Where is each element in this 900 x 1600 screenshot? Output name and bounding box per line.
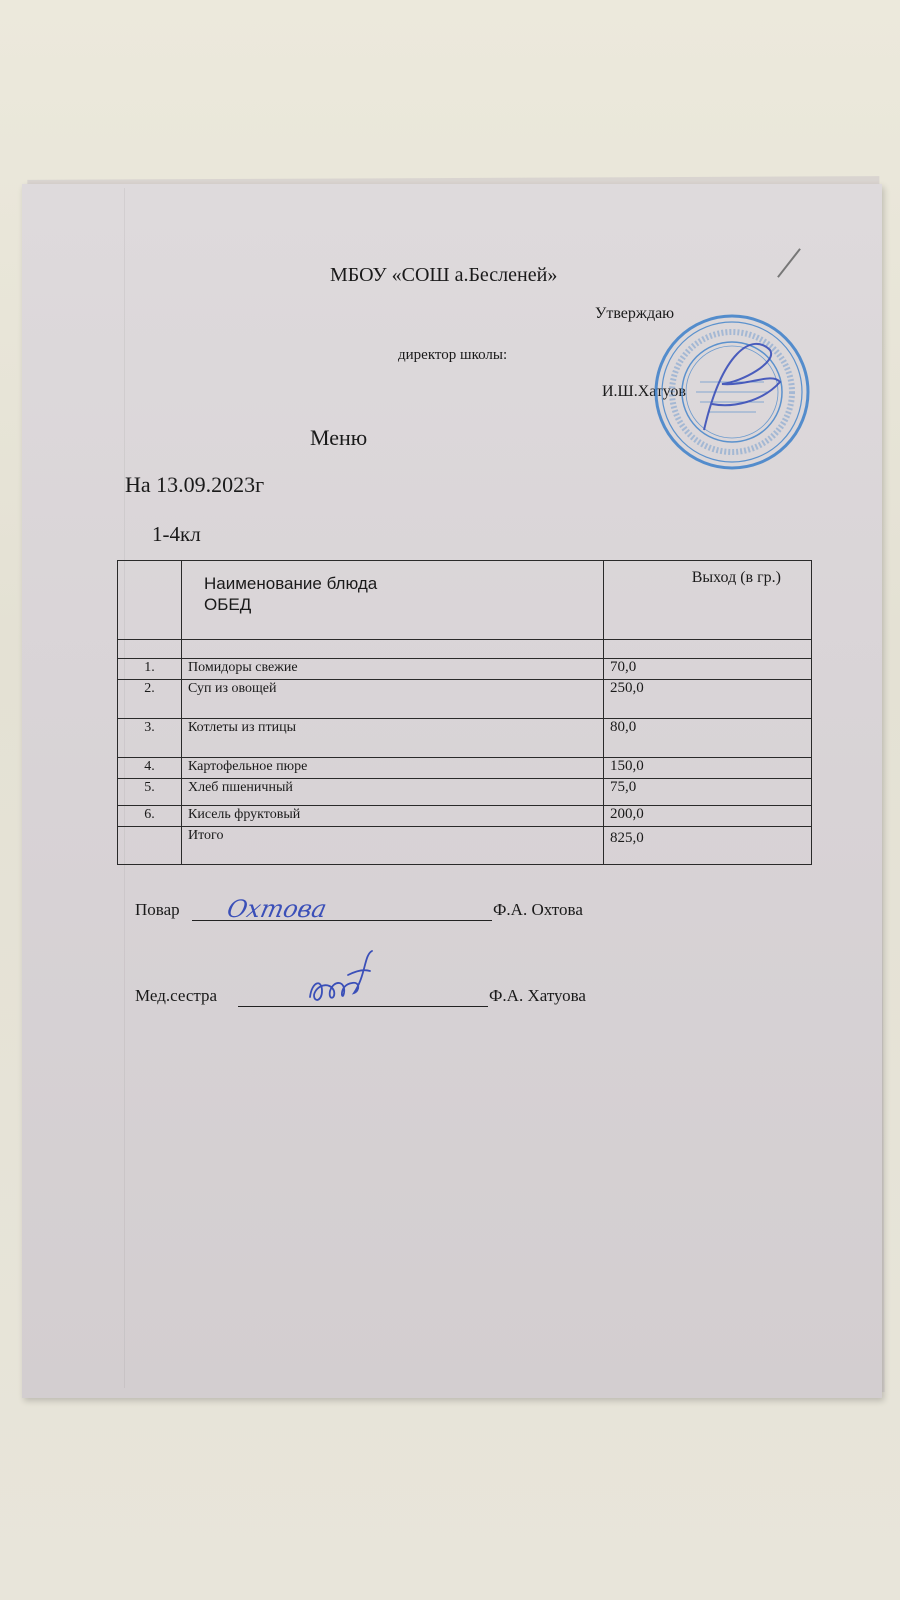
menu-title: Меню bbox=[310, 425, 368, 450]
total-label: Итого bbox=[182, 827, 604, 865]
table-spacer-row bbox=[118, 640, 812, 659]
row-dish: Помидоры свежие bbox=[182, 659, 604, 680]
header-meal-label: ОБЕД bbox=[204, 595, 252, 614]
table-row bbox=[118, 680, 812, 719]
table-row bbox=[118, 719, 812, 758]
table-total-row bbox=[118, 827, 812, 865]
row-value: 250,0 bbox=[604, 680, 812, 719]
row-dish: Картофельное пюре bbox=[182, 758, 604, 779]
row-number: 6. bbox=[118, 806, 182, 827]
director-label: директор школы: bbox=[398, 347, 508, 363]
row-dish: Хлеб пшеничный bbox=[182, 779, 604, 806]
header-output-cell: Выход (в гр.) bbox=[604, 561, 812, 640]
header-num-cell bbox=[118, 561, 182, 640]
nurse-label: Мед.сестра bbox=[135, 986, 218, 1005]
row-value: 200,0 bbox=[604, 806, 812, 827]
row-value: 150,0 bbox=[604, 758, 812, 779]
row-number: 1. bbox=[118, 659, 182, 680]
grade-label: 1-4кл bbox=[152, 522, 201, 546]
total-num-cell bbox=[118, 827, 182, 865]
table-row bbox=[118, 806, 812, 827]
school-name: МБОУ «СОШ а.Бесленей» bbox=[330, 264, 558, 286]
cook-handwriting-text: Охтова bbox=[225, 894, 330, 923]
row-number: 2. bbox=[118, 680, 182, 719]
nurse-name: Ф.А. Хатуова bbox=[489, 986, 586, 1005]
table-row bbox=[118, 659, 812, 680]
header-dish-label: Наименование блюда bbox=[204, 574, 378, 593]
row-dish: Суп из овощей bbox=[182, 680, 604, 719]
row-value: 80,0 bbox=[604, 719, 812, 758]
row-number: 4. bbox=[118, 758, 182, 779]
row-value: 75,0 bbox=[604, 779, 812, 806]
cook-name: Ф.А. Охтова bbox=[493, 900, 583, 919]
cook-label: Повар bbox=[135, 900, 180, 919]
row-dish: Котлеты из птицы bbox=[182, 719, 604, 758]
total-value: 825,0 bbox=[604, 827, 812, 865]
school-stamp bbox=[652, 312, 812, 472]
table-row bbox=[118, 758, 812, 779]
row-value: 70,0 bbox=[604, 659, 812, 680]
nurse-handwritten-signature bbox=[300, 945, 390, 1015]
row-dish: Кисель фруктовый bbox=[182, 806, 604, 827]
menu-date: На 13.09.2023г bbox=[125, 472, 265, 497]
approve-label: Утверждаю bbox=[595, 305, 675, 322]
table-row bbox=[118, 779, 812, 806]
row-number: 3. bbox=[118, 719, 182, 758]
table-header bbox=[118, 561, 812, 640]
cook-handwritten-signature bbox=[225, 893, 355, 929]
header-dish-cell bbox=[182, 561, 604, 640]
director-name: И.Ш.Хатуов bbox=[602, 383, 686, 400]
row-number: 5. bbox=[118, 779, 182, 806]
menu-table bbox=[117, 560, 812, 865]
